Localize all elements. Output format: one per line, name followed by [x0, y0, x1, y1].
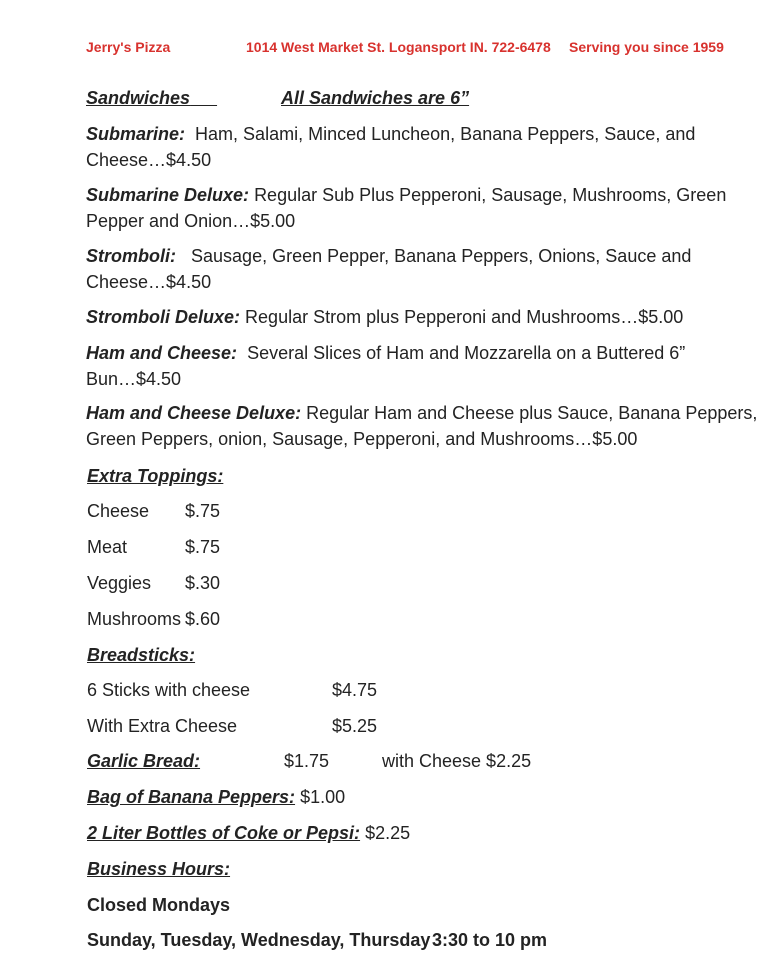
open-days: Sunday, Tuesday, Wednesday, Thursday [87, 930, 431, 950]
item-description-cont: Pepper and Onion…$5.00 [86, 211, 296, 231]
menu-item-submarine [86, 124, 695, 145]
item-description-cont: Cheese…$4.50 [86, 150, 212, 170]
item-description-cont: Bun…$4.50 [86, 369, 182, 389]
contact-info: 1014 West Market St. Logansport IN. 722-6478 [246, 39, 551, 55]
topping-price: $.75 [185, 537, 221, 557]
item-description: Regular Sub Plus Pepperoni, Sausage, Mushrooms, Green [254, 185, 727, 205]
breadstick-name: 6 Sticks with cheese [87, 680, 251, 700]
item-description: Sausage, Green Pepper, Banana Peppers, Onions, Sauce and [191, 246, 692, 266]
menu-item-stromboli [86, 246, 691, 267]
business-hours-heading: Business Hours: [87, 859, 231, 879]
item-description: Several Slices of Ham and Mozzarella on a Buttered 6” [247, 343, 686, 363]
topping-name: Veggies [87, 573, 152, 593]
soda-price: $2.25 [365, 823, 411, 843]
sandwiches-note: All Sandwiches are 6” [281, 88, 470, 108]
menu-item-ham-and-cheese-deluxe [86, 403, 757, 424]
item-name: Stromboli Deluxe: [86, 307, 241, 327]
topping-name: Cheese [87, 501, 150, 521]
tagline: Serving you since 1959 [569, 39, 724, 55]
topping-price: $.75 [185, 501, 221, 521]
topping-name: Mushrooms [87, 609, 182, 629]
topping-name: Meat [87, 537, 128, 557]
extra-toppings-heading: Extra Toppings: [87, 466, 224, 486]
banana-peppers-label: Bag of Banana Peppers: [87, 787, 296, 807]
sandwiches-heading [86, 88, 217, 109]
item-description: Ham, Salami, Minced Luncheon, Banana Peppers, Sauce, and [195, 124, 696, 144]
garlic-bread-price: $1.75 [284, 751, 330, 771]
item-name: Ham and Cheese Deluxe: [86, 403, 302, 423]
soda-label: 2 Liter Bottles of Coke or Pepsi: [87, 823, 361, 843]
item-description: Regular Ham and Cheese plus Sauce, Banana Peppers, [306, 403, 758, 423]
open-time: 3:30 to 10 pm [432, 930, 548, 950]
item-description: Regular Strom plus Pepperoni and Mushrooms…$5.00 [245, 307, 684, 327]
soda-row [87, 823, 410, 844]
banana-peppers-price: $1.00 [300, 787, 346, 807]
closed-notice: Closed Mondays [87, 895, 231, 915]
item-name: Ham and Cheese: [86, 343, 238, 363]
menu-item-ham-and-cheese [86, 343, 685, 364]
topping-price: $.60 [185, 609, 221, 629]
item-name: Submarine: [86, 124, 186, 144]
item-name: Stromboli: [86, 246, 176, 266]
breadstick-price: $4.75 [332, 680, 378, 700]
item-description-cont: Green Peppers, onion, Sausage, Pepperoni, and Mushrooms…$5.00 [86, 429, 638, 449]
menu-item-submarine-deluxe [86, 185, 726, 206]
garlic-bread-with-cheese: with Cheese $2.25 [382, 751, 532, 771]
item-description-cont: Cheese…$4.50 [86, 272, 212, 292]
business-name: Jerry's Pizza [86, 39, 171, 55]
breadsticks-heading: Breadsticks: [87, 645, 196, 665]
item-name: Submarine Deluxe: [86, 185, 250, 205]
topping-price: $.30 [185, 573, 221, 593]
menu-item-stromboli-deluxe [86, 307, 683, 328]
sandwiches-heading-text: Sandwiches [86, 88, 191, 108]
banana-peppers-row [87, 787, 345, 808]
garlic-bread-label: Garlic Bread: [87, 751, 201, 771]
breadstick-name: With Extra Cheese [87, 716, 238, 736]
breadstick-price: $5.25 [332, 716, 378, 736]
